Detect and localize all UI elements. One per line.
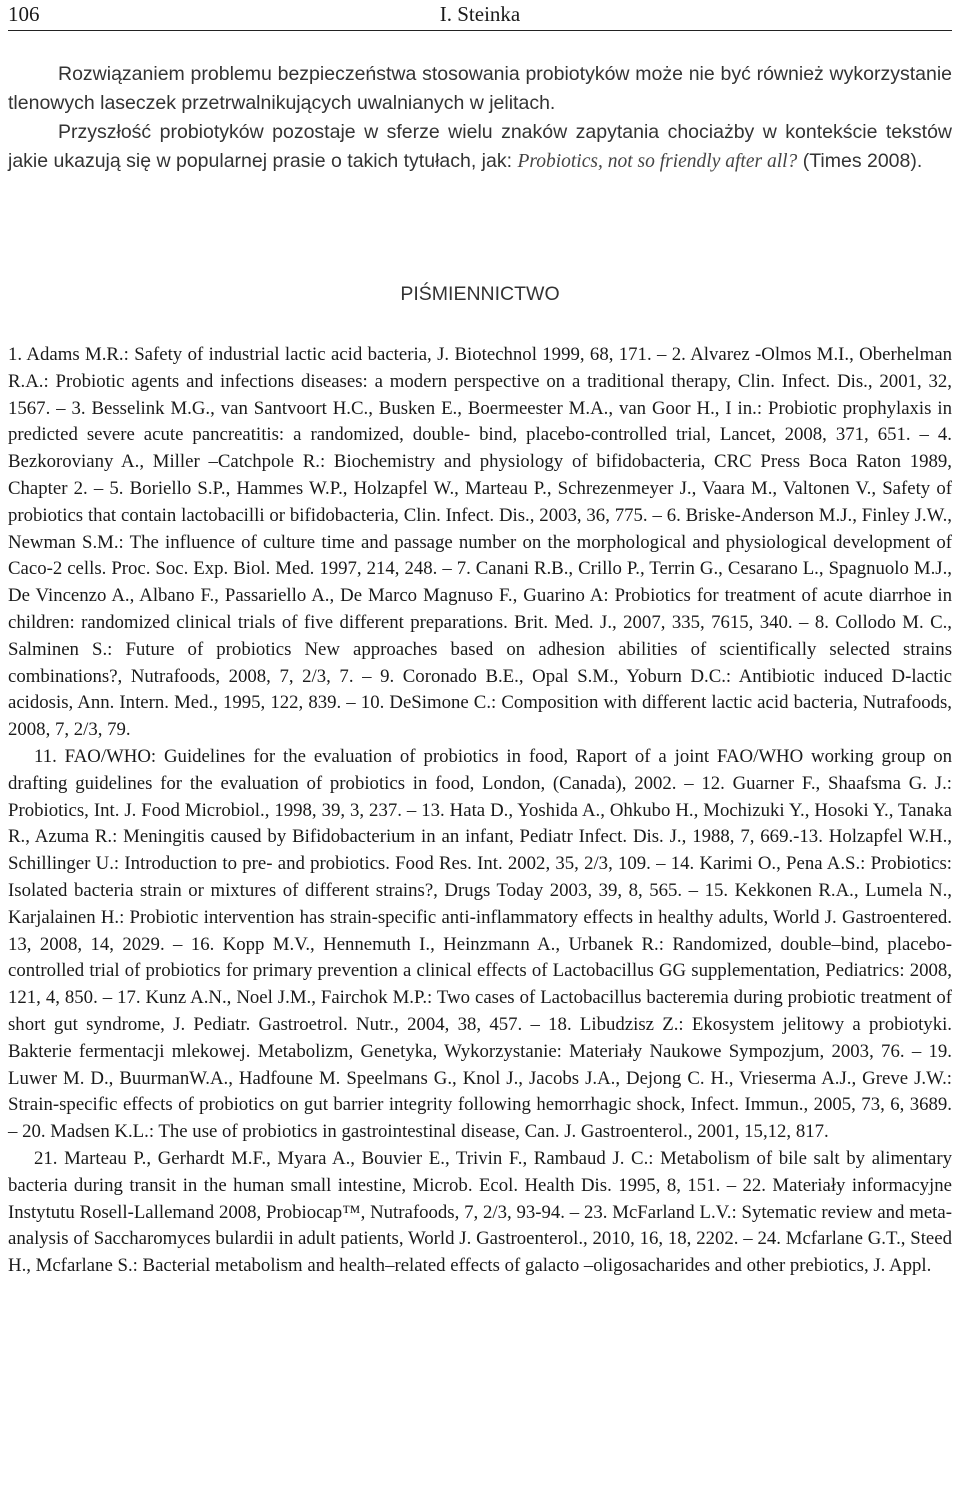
section-heading: PIŚMIENNICTWO <box>400 283 560 305</box>
intro-p2-end: (Times 2008). <box>797 150 923 172</box>
running-header <box>8 0 952 31</box>
references-block-2: 11. FAO/WHO: Guidelines for the evaluation of probiotics in food, Raport of a joint FAO/WHO working group on drafting guidelines for the evaluation of probiotics in food, London, (Canada), 2002. – 12. Guarner F., Shaafsma G. J.: Probiotics, Int. J. Food Microbiol., 1998, 39, 3, 237. – 13. Hata D., Yoshida A., Ohkubo H., Mochizuki Y., Hosoki Y., Tanaka R., Azuma R.: Meningitis caused by Bifidobacterium in an infant, Pediatr Infect. Dis. J., 1988, 7, 669.-13. Holzapfel W.H., Schillinger U.: Introduction to pre- and probiotics. Food Res. Int. 2002, 35, 2/3, 109. – 14. Karimi O., Pena A.S.: Probiotics: Isolated bacteria strain or mixtures of different strains?, Drugs Today 2003, 39, 8, 565. – 15. Kekkonen R.A., Lumela N., Karjalainen H.: Probiotic intervention has strain-specific anti-inflammatory effects in healthy adults, World J. Gastroentered. 13, 2008, 14, 2029. – 16. Kopp M.V., Hennemuth I., Heinzmann A., Urbanek R.: Randomized, double–bind, placebo-controlled trial of probiotics for primary prevention a clinical effects of Lactobacillus GG supplementation, Pediatrics: 2008, 121, 4, 850. – 17. Kunz A.N., Noel J.M., Fairchok M.P.: Two cases of Lactobacillus bacteremia during probiotic treatment of short gut syndrome, J. Pediatr. Gastroetrol. Nutr., 2004, 38, 457. – 18. Libudzisz Z.: Ekosystem jelitowy a probiotyki. Bakterie fermentacji mlekowej. Metabolizm, Genetyka, Wykorzystanie: Materiały Naukowe Sympozjum, 2003, 76. – 19. Luwer M. D., BuurmanW.A., Hadfoune M. Speelmans G., Knol J., Jacobs J.A., Dejong C. H., Vrieserma A.J., Greve J.W.: Strain-specific effects of probiotics on gut barrier integrity following hemorrhagic shock, Infect. Immun., 2005, 73, 6, 3689. – 20. Madsen K.L.: The use of probiotics in gastrointestinal disease, Can. J. Gastroenterol., 2001, 15,12, 817. <box>8 745 952 1143</box>
references-block-3: 21. Marteau P., Gerhardt M.F., Myara A., Bouvier E., Trivin F., Rambaud J. C.: Metabolism of bile salt by alimentary bacteria during transit in the human small intestine, Microb. Ecol. Health Dis. 1995, 8, 151. – 22. Materiały informacyjne Instytutu Rosell-Lallemand 2008, Probiocap™, Nutrafoods, 7, 2/3, 93-94. – 23. McFarland L.V.: Sytematic review and meta-analysis of Saccharomyces bulardii in adult patients, World J. Gastroenterol., 2010, 16, 18, 2202. – 24. Mcfarlane G.T., Steed H., Mcfarlane S.: Bacterial metabolism and health–related effects of galacto –oligosacharides and other prebiotics, J. Appl. <box>8 1147 952 1277</box>
intro-p2-start: Przyszłość probiotyków pozostaje w sferze wielu znaków zapytania chociażby w kontekście tekstów jakie ukazują się w popularnej prasie o takich tytułach, jak: <box>8 121 952 172</box>
references-block-1: 1. Adams M.R.: Safety of industrial lactic acid bacteria, J. Biotechnol 1999, 68, 171. – 2. Alvarez -Olmos M.I., Oberhelman R.A.: Probiotic agents and infections diseases: a modern perspective on a traditional therapy, Clin. Infect. Dis., 2001, 32, 1567. – 3. Besselink M.G., van Santvoort H.C., Busken E., Boermeester M.A., van Goor H., I in.: Probiotic prophylaxis in predicted severe acute pancreatitis: a randomized, double- bind, placebo-controlled trial, Lancet, 2008, 371, 651. – 4. Bezkoroviany A., Miller –Catchpole R.: Biochemistry and physiology of bifidobacteria, CRC Press Boca Raton 1989, Chapter 2. – 5. Boriello S.P., Hammes W.P., Holzapfel W., Marteau P., Schrezenmeyer J., Vaara M., Valtonen V., Safety of probiotics that contain lactobacilli or bifidobacteria, Clin. Infect. Dis., 2003, 36, 775. – 6. Briske-Anderson M.J., Finley J.W., Newman S.M.: The influence of culture time and passage number on the morphological and physiological development of Caco-2 cells. Proc. Soc. Exp. Biol. Med. 1997, 214, 248. – 7. Canani R.B., Crillo P., Terrin G., Cesarano L., Spagnuolo M.J., De Vincenzo A., Albano F., Passariello A., De Marco Magnuso F., Guarino A: Probiotics for treatment of acute diarrhoe in children: randomized clinical trials of five different preparations. Brit. Med. J., 2007, 335, 7615, 340. – 8. Collodo M. C., Salminen S.: Future of probiotics New approaches based on adhesion abilities of scientifically selected strains combinations?, Nutrafoods, 2008, 7, 2/3, 7. – 9. Coronado B.E., Opal S.M., Yoburn D.C.: Antibiotic induced D-lactic acidosis, Ann. Intern. Med., 1995, 122, 839. – 10. DeSimone C.: Composition with different lactic acid bacteria, Nutrafoods, 2008, 7, 2/3, 79. <box>8 344 952 741</box>
intro-text <box>8 60 952 176</box>
intro-paragraph-1: Rozwiązaniem problemu bezpieczeństwa stosowania probiotyków może nie być również wykorzystanie tlenowych laseczek przetrwalnikujących uwalnianych w jelitach. <box>8 63 952 114</box>
page-number: 106 <box>8 2 40 26</box>
running-title: I. Steinka <box>439 2 521 26</box>
intro-paragraph-2 <box>8 118 952 176</box>
article-title-italic: Probiotics, not so friendly after all? <box>517 151 798 172</box>
references <box>8 342 952 1280</box>
